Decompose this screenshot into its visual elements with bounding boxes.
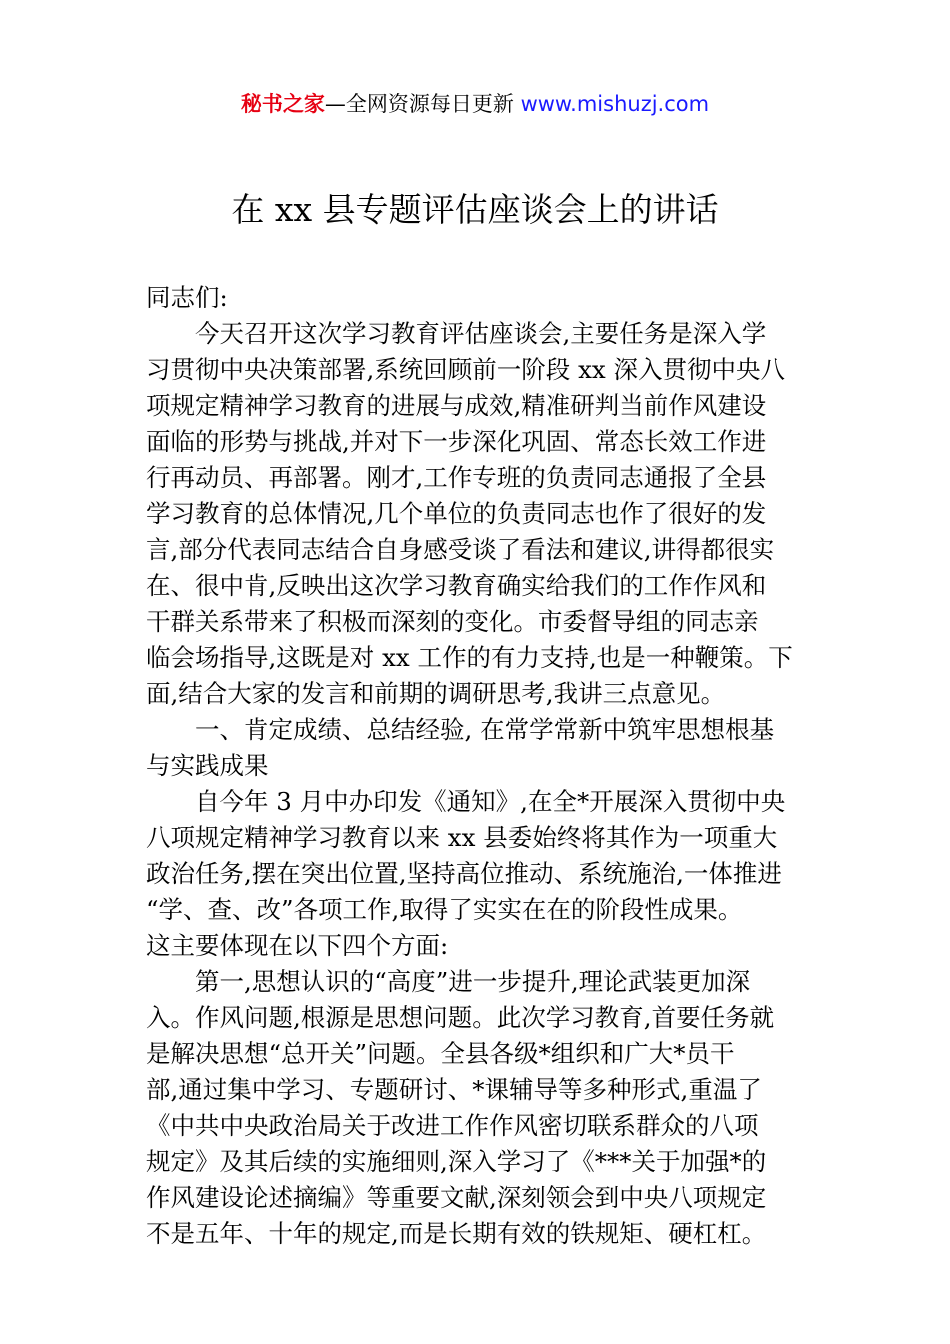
document-title: 在 xx 县专题评估座谈会上的讲话 xyxy=(231,190,719,229)
document-body xyxy=(146,280,808,1252)
section-heading-line: 与实践成果 xyxy=(146,751,269,780)
paragraph-line: 面,结合大家的发言和前期的调研思考,我讲三点意见。 xyxy=(146,679,726,708)
paragraph-line: 言,部分代表同志结合自身感受谈了看法和建议,讲得都很实 xyxy=(146,535,775,564)
site-url-link[interactable]: www.mishuzj.com xyxy=(520,92,710,116)
paragraph-line: 干群关系带来了积极而深刻的变化。市委督导组的同志亲 xyxy=(146,607,759,636)
paragraph-line: 是解决思想“总开关”问题。全县各级*组织和广大*员干 xyxy=(146,1039,735,1068)
paragraph-line: 规定》及其后续的实施细则,深入学习了《***关于加强*的 xyxy=(146,1147,767,1176)
paragraph-line: 项规定精神学习教育的进展与成效,精准研判当前作风建设 xyxy=(146,391,767,420)
site-header xyxy=(0,86,950,122)
paragraph-line: 《中共中央政治局关于改进工作作风密切联系群众的八项 xyxy=(146,1111,759,1140)
salutation-line: 同志们: xyxy=(146,283,228,312)
paragraph-line: 入。作风问题,根源是思想问题。此次学习教育,首要任务就 xyxy=(146,1003,775,1032)
paragraph-line: 今天召开这次学习教育评估座谈会,主要任务是深入学 xyxy=(195,319,767,348)
paragraph-line: 习贯彻中央决策部署,系统回顾前一阶段 xx 深入贯彻中央八 xyxy=(146,355,785,384)
paragraph-line: 临会场指导,这既是对 xx 工作的有力支持,也是一种鞭策。下 xyxy=(146,643,793,672)
paragraph-line: 八项规定精神学习教育以来 xx 县委始终将其作为一项重大 xyxy=(146,823,778,852)
paragraph-line: 这主要体现在以下四个方面: xyxy=(146,931,449,960)
paragraph-line: 第一,思想认识的“高度”进一步提升,理论武装更加深 xyxy=(195,967,751,996)
paragraph-line: 行再动员、再部署。刚才,工作专班的负责同志通报了全县 xyxy=(146,463,767,492)
paragraph-line: 自今年 3 月中办印发《通知》,在全*开展深入贯彻中央 xyxy=(195,787,786,816)
site-tagline: —全网资源每日更新 xyxy=(324,92,521,116)
paragraph-line: 在、很中肯,反映出这次学习教育确实给我们的工作作风和 xyxy=(146,571,767,600)
paragraph-line: 面临的形势与挑战,并对下一步深化巩固、常态长效工作进 xyxy=(146,427,767,456)
section-heading-line: 一、肯定成绩、总结经验, 在常学常新中筑牢思想根基 xyxy=(195,715,775,744)
paragraph-line: 作风建设论述摘编》等重要文献,深刻领会到中央八项规定 xyxy=(146,1183,767,1212)
paragraph-line: 部,通过集中学习、专题研讨、*课辅导等多种形式,重温了 xyxy=(146,1075,762,1104)
paragraph-line: 学习教育的总体情况,几个单位的负责同志也作了很好的发 xyxy=(146,499,767,528)
site-name: 秘书之家 xyxy=(240,92,325,116)
paragraph-line: 政治任务,摆在突出位置,坚持高位推动、系统施治,一体推进 xyxy=(146,859,782,888)
paragraph-line: “学、查、改”各项工作,取得了实实在在的阶段性成果。 xyxy=(146,895,743,924)
paragraph-line: 不是五年、十年的规定,而是长期有效的铁规矩、硬杠杠。 xyxy=(146,1219,767,1248)
